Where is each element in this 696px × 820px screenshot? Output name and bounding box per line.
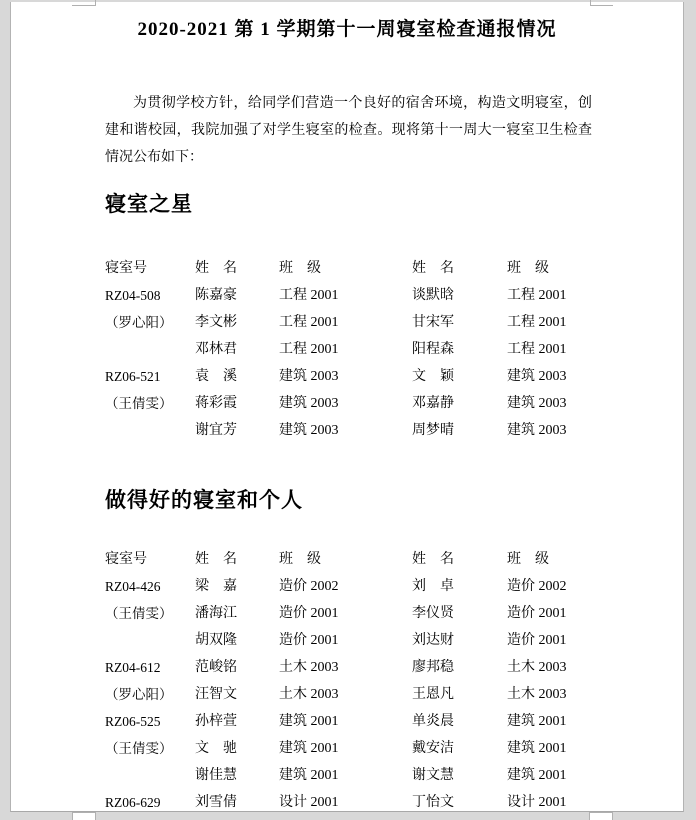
class-cell: 建筑 2001 — [279, 741, 339, 756]
room-number-cell: RZ06-629 — [105, 795, 161, 810]
table-row — [105, 390, 592, 417]
class-cell: 工程 2001 — [279, 342, 339, 357]
class-cell: 造价 2002 — [279, 579, 339, 594]
dorm-stars-table — [105, 255, 592, 444]
student-name-cell: 谢宜芳 — [195, 423, 237, 438]
student-name-cell: 刘 卓 — [412, 579, 454, 594]
class-cell: 建筑 2001 — [507, 768, 567, 783]
table-row — [105, 309, 592, 336]
student-name-cell: 刘达财 — [412, 633, 454, 648]
student-name-cell: 范峻铭 — [195, 660, 237, 675]
class-cell: 建筑 2001 — [279, 768, 339, 783]
class-cell: 造价 2001 — [507, 633, 567, 648]
student-name-cell: 孙梓萱 — [195, 714, 237, 729]
student-name-cell: 谢佳慧 — [195, 768, 237, 783]
class-cell: 工程 2001 — [507, 342, 567, 357]
student-name-cell: 单炎晨 — [412, 714, 454, 729]
student-name-cell: 甘宋军 — [412, 315, 454, 330]
student-name-cell: 周梦晴 — [412, 423, 454, 438]
room-number-cell: （罗心阳） — [105, 687, 173, 702]
room-number-cell: RZ06-525 — [105, 714, 161, 729]
class-cell: 设计 2001 — [279, 795, 339, 810]
table-row — [105, 363, 592, 390]
room-number-cell: RZ04-612 — [105, 660, 161, 675]
table-row — [105, 654, 592, 681]
room-number-cell — [105, 417, 195, 444]
student-name-cell: 戴安洁 — [412, 741, 454, 756]
column-header: 寝室号 — [105, 261, 147, 276]
student-name-cell: 文 颖 — [412, 369, 454, 384]
room-number-cell: （王倩雯） — [105, 396, 173, 411]
student-name-cell: 陈嘉豪 — [195, 288, 237, 303]
room-number-cell: RZ04-508 — [105, 288, 161, 303]
next-page-boundary-notch-left — [72, 812, 96, 820]
student-name-cell: 谢文慧 — [412, 768, 454, 783]
student-name-cell: 李仪贤 — [412, 606, 454, 621]
student-name-cell: 蒋彩霞 — [195, 396, 237, 411]
class-cell: 工程 2001 — [507, 315, 567, 330]
column-header: 班 级 — [507, 552, 549, 567]
table-row — [105, 282, 592, 309]
class-cell: 建筑 2001 — [507, 741, 567, 756]
next-page-boundary-notch-right — [589, 812, 613, 820]
class-cell: 造价 2001 — [507, 606, 567, 621]
student-name-cell: 王恩凡 — [412, 687, 454, 702]
column-header: 班 级 — [279, 552, 321, 567]
student-name-cell: 梁 嘉 — [195, 579, 237, 594]
table-row — [105, 600, 592, 627]
text-boundary-mark-top-left — [95, 0, 96, 6]
class-cell: 土木 2003 — [279, 660, 339, 675]
student-name-cell: 汪智文 — [195, 687, 237, 702]
class-cell: 造价 2001 — [279, 606, 339, 621]
well-done-table — [105, 546, 592, 816]
room-number-cell: （王倩雯） — [105, 606, 173, 621]
student-name-cell: 潘海江 — [195, 606, 237, 621]
room-number-cell — [105, 627, 195, 654]
student-name-cell: 李文彬 — [195, 315, 237, 330]
table-header-row — [105, 255, 592, 282]
student-name-cell: 阳程森 — [412, 342, 454, 357]
class-cell: 土木 2003 — [507, 660, 567, 675]
table-row — [105, 762, 592, 789]
column-header: 姓 名 — [412, 261, 454, 276]
text-boundary-mark-top-left — [72, 5, 96, 6]
class-cell: 工程 2001 — [279, 288, 339, 303]
class-cell: 工程 2001 — [279, 315, 339, 330]
room-number-cell: RZ04-426 — [105, 579, 161, 594]
table-row — [105, 789, 592, 816]
class-cell: 建筑 2003 — [279, 423, 339, 438]
class-cell: 建筑 2003 — [507, 423, 567, 438]
table-row — [105, 627, 592, 654]
table-row — [105, 708, 592, 735]
column-header: 班 级 — [279, 261, 321, 276]
column-header: 寝室号 — [105, 552, 147, 567]
document-title: 2020-2021 第 1 学期第十一周寝室检查通报情况 — [137, 19, 557, 40]
table-header-row — [105, 546, 592, 573]
table-row — [105, 735, 592, 762]
table-row — [105, 417, 592, 444]
intro-paragraph: 为贯彻学校方针，给同学们营造一个良好的宿舍环境，构造文明寝室，创建和谐校园，我院加强了对学生寝室的检查。现将第十一周大一寝室卫生检查情况公布如下： — [105, 96, 592, 165]
room-number-cell: RZ06-521 — [105, 369, 161, 384]
class-cell: 设计 2001 — [507, 795, 567, 810]
student-name-cell: 袁 溪 — [195, 369, 237, 384]
document-page[interactable] — [10, 2, 684, 812]
student-name-cell: 邓嘉静 — [412, 396, 454, 411]
column-header: 姓 名 — [412, 552, 454, 567]
student-name-cell: 邓林君 — [195, 342, 237, 357]
section-heading-dorm-stars: 寝室之星 — [105, 192, 193, 216]
room-number-cell — [105, 336, 195, 363]
text-boundary-mark-top-right — [590, 5, 613, 6]
table-row — [105, 681, 592, 708]
class-cell: 造价 2001 — [279, 633, 339, 648]
student-name-cell: 胡双隆 — [195, 633, 237, 648]
class-cell: 土木 2003 — [279, 687, 339, 702]
room-number-cell — [105, 762, 195, 789]
class-cell: 建筑 2001 — [507, 714, 567, 729]
class-cell: 造价 2002 — [507, 579, 567, 594]
class-cell: 工程 2001 — [507, 288, 567, 303]
column-header: 班 级 — [507, 261, 549, 276]
class-cell: 建筑 2001 — [279, 714, 339, 729]
column-header: 姓 名 — [195, 552, 237, 567]
class-cell: 建筑 2003 — [507, 396, 567, 411]
table-row — [105, 573, 592, 600]
class-cell: 建筑 2003 — [507, 369, 567, 384]
student-name-cell: 文 驰 — [195, 741, 237, 756]
student-name-cell: 刘雪倩 — [195, 795, 237, 810]
class-cell: 建筑 2003 — [279, 369, 339, 384]
column-header: 姓 名 — [195, 261, 237, 276]
room-number-cell: （罗心阳） — [105, 315, 173, 330]
student-name-cell: 谈默晗 — [412, 288, 454, 303]
class-cell: 建筑 2003 — [279, 396, 339, 411]
section-heading-well-done: 做得好的寝室和个人 — [105, 488, 303, 512]
student-name-cell: 丁怡文 — [412, 795, 454, 810]
table-row — [105, 336, 592, 363]
room-number-cell: （王倩雯） — [105, 741, 173, 756]
student-name-cell: 廖邦稳 — [412, 660, 454, 675]
class-cell: 土木 2003 — [507, 687, 567, 702]
